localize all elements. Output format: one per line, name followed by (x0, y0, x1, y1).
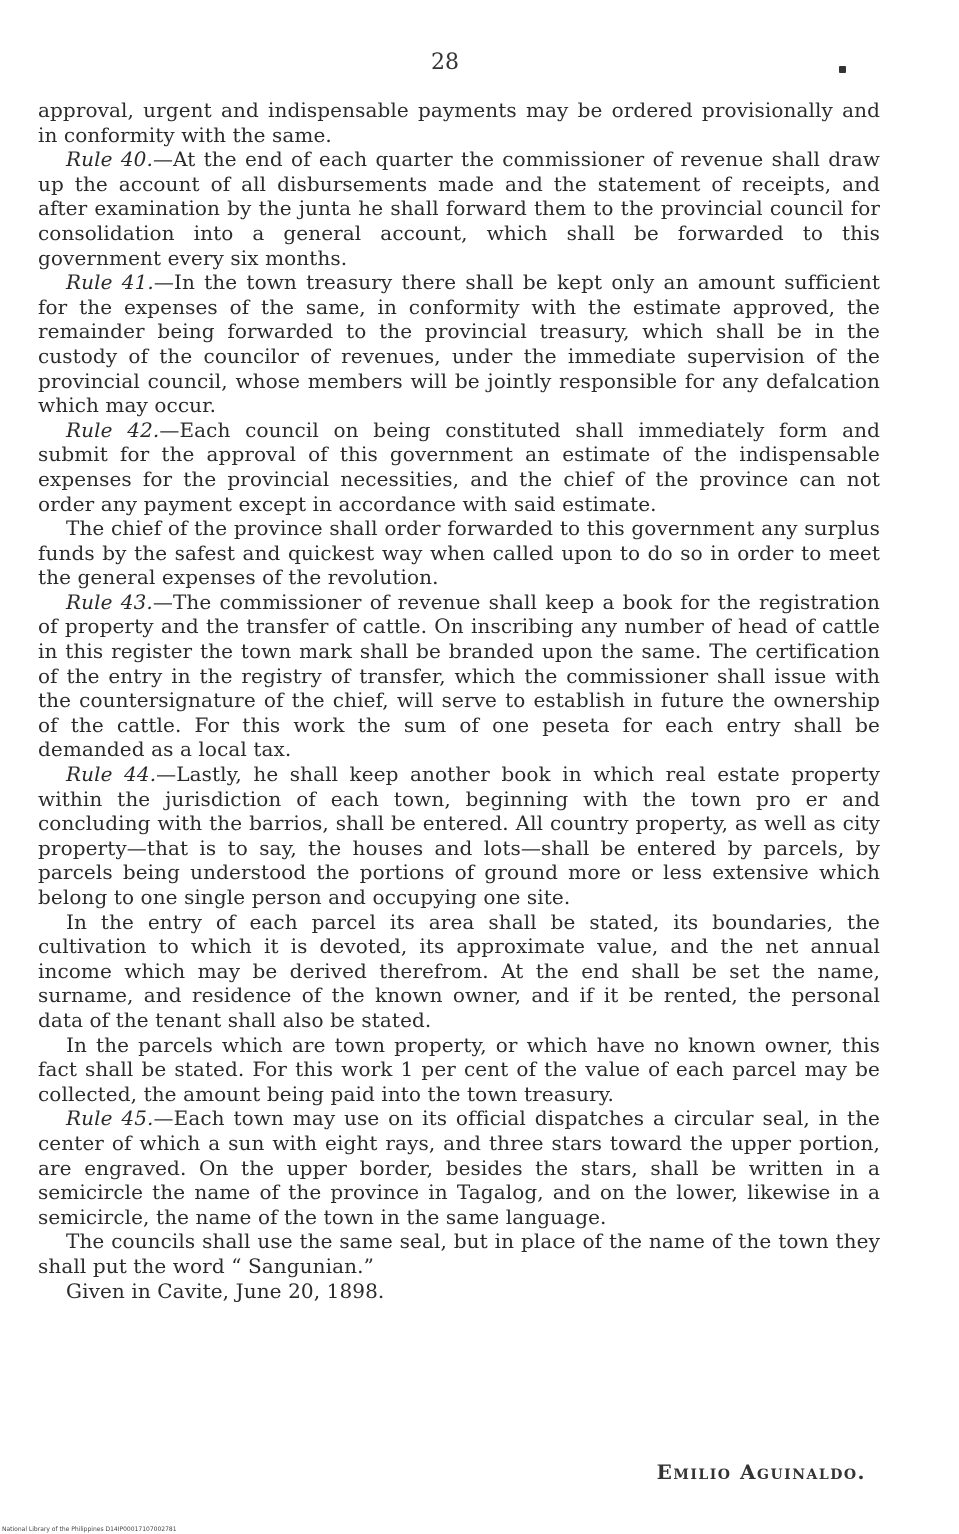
paragraph-rule-40 (38, 147, 880, 270)
page-number: 28 (431, 50, 459, 75)
rule-43-text: —The commissioner of revenue shall keep a book for the registration of property and the transfer of cattle. On inscribing any number of head of cattle in this register the town mark shall be branded upon the same. The certification of the entry in the registry of transfer, which the commissioner shall issue with the countersignature of the chief, will serve to establish in future the ownership of the cattle. For this work the sum of one peseta for each entry shall be demanded as a local tax. (38, 589, 880, 762)
rule-41-label: Rule 41. (66, 270, 154, 295)
paragraph-surplus-funds: The chief of the province shall order forwarded to this government any surplus funds by the safest and quickest way when called upon to do so in order to meet the general expenses of the revolution. (38, 516, 880, 590)
rule-40-text: —At the end of each quarter the commissioner of revenue shall draw up the account of all disbursements made and the statement of receipts, and after examination by the junta he shall forward them to the provincial council for consolidation into a general account, which shall be forwarded to this government every six months. (38, 147, 881, 270)
paragraph-1: approval, urgent and indispensable payments may be ordered provisionally and in conformity with the same. (38, 98, 880, 147)
paragraph-parcel-entry: In the entry of each parcel its area shall be stated, its boundaries, the cultivation to which it is devoted, its approximate value, and the net annual income which may be derived therefrom. At the end shall be set the name, surname, and residence of the known owner, and if it be rented, the personal data of the tenant shall also be stated. (38, 909, 880, 1032)
paragraph-rule-45 (38, 1106, 880, 1229)
paragraph-council-seal: The councils shall use the same seal, but in place of the name of the town they shall put the word “ Sangunian.” (38, 1229, 880, 1278)
rule-45-label: Rule 45. (66, 1106, 154, 1131)
paragraph-rule-44 (38, 762, 880, 910)
document-body (38, 98, 880, 1303)
paragraph-rule-42 (38, 418, 880, 516)
footer-source-line: National Library of the Philippines D14IP00017107002781 (2, 1526, 177, 1533)
rule-41-text: —In the town treasury there shall be kept only an amount sufficient for the expenses of the same, in conformity with the estimate approved, the remainder being forwarded to the provincial treasury, which shall be in the custody of the councilor of revenues, under the immediate supervision of the provincial council, whose members will be jointly responsible for any defalcation which may occur. (38, 270, 880, 418)
paragraph-rule-41 (38, 270, 880, 418)
signature: Emilio Aguinaldo. (656, 1460, 866, 1484)
rule-43-label: Rule 43. (66, 589, 153, 614)
date-line: Given in Cavite, June 20, 1898. (66, 1278, 385, 1303)
ink-mark (839, 66, 846, 73)
rule-44-text: —Lastly, he shall keep another book in which real estate property within the jurisdiction of each town, beginning with the town pro er and concluding with the barrios, shall be entered. All country property, as well as city property—that is to say, the houses and lots—shall be entered by parcels, by parcels being understood the portions of ground more or less extensive which belong to one single person and occupying one site. (38, 762, 880, 909)
rule-42-label: Rule 42. (66, 417, 160, 442)
paragraph-rule-43 (38, 590, 880, 762)
rule-45-text: —Each town may use on its official dispatches a circular seal, in the center of which a sun with eight rays, and three stars toward the upper portion, are engraved. On the upper border, besides the stars, shall be written in a semicircle the name of the province in Tagalog, and on the lower, likewise in a semicircle, the name of the town in the same language. (38, 1106, 880, 1229)
paragraph-town-property: In the parcels which are town property, or which have no known owner, this fact shall be stated. For this work 1 per cent of the value of each parcel may be collected, the amount being paid into the town treasury. (38, 1032, 880, 1106)
rule-42-text: —Each council on being constituted shall immediately form and submit for the approval of this government an estimate of the indispensable expenses for the provincial necessities, and the chief of the province can not order any payment except in accordance with said estimate. (38, 417, 880, 516)
rule-40-label: Rule 40. (66, 147, 153, 172)
rule-44-label: Rule 44. (66, 762, 157, 787)
